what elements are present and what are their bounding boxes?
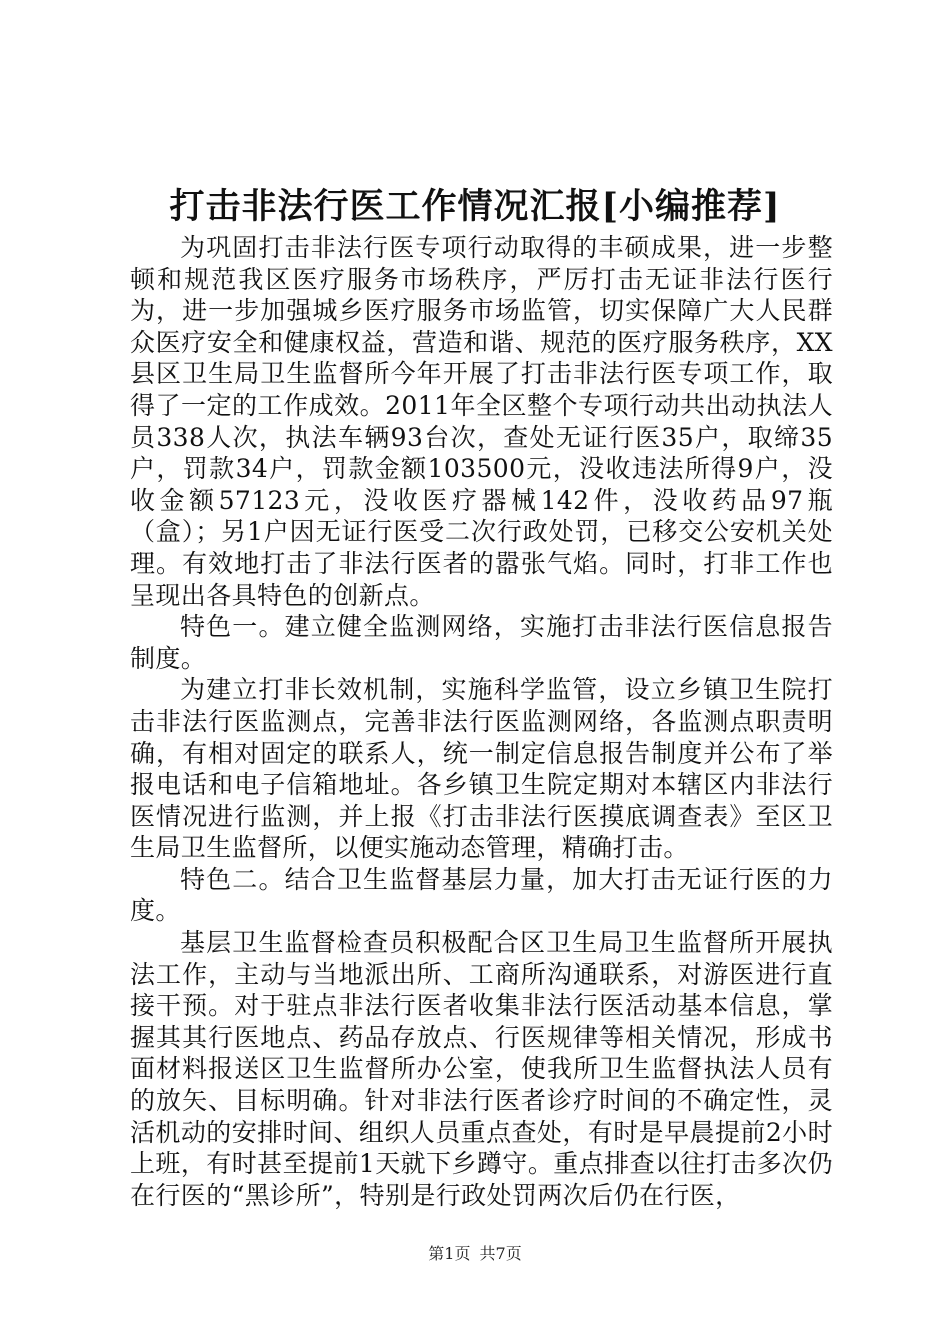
page-footer	[0, 1242, 950, 1266]
paragraph-feature-two-body: 基层卫生监督检查员积极配合区卫生局卫生监督所开展执法工作，主动与当地派出所、工商所沟通联系，对游医进行直接干预。对于驻点非法行医者收集非法行医活动基本信息，掌握其其行医地点、药品存放点、行医规律等相关情况，形成书面材料报送区卫生监督所办公室，使我所卫生监督执法人员有的放矢、目标明确。针对非法行医者诊疗时间的不确定性，灵活机动的安排时间、组织人员重点查处，有时是早晨提前2小时上班，有时甚至提前1天就下乡蹲守。重点排查以往打击多次仍在行医的“黑诊所”，特别是行政处罚两次后仍在行医，	[130, 928, 833, 1210]
document-title: 打击非法行医工作情况汇报[小编推荐]	[169, 186, 781, 227]
page-number-current: 第1页	[428, 1244, 471, 1263]
paragraph-intro: 为巩固打击非法行医专项行动取得的丰硕成果，进一步整顿和规范我区医疗服务市场秩序，严厉打击无证非法行医行为，进一步加强城乡医疗服务市场监管，切实保障广大人民群众医疗安全和健康权益，营造和谐、规范的医疗服务秩序，XX县区卫生局卫生监督所今年开展了打击非法行医专项工作，取得了一定的工作成效。2011年全区整个专项行动共出动执法人员338人次，执法车辆93台次，查处无证行医35户，取缔35户，罚款34户，罚款金额103500元，没收违法所得9户，没收金额57123元，没收医疗器械142件，没收药品97瓶（盒）；另1户因无证行医受二次行政处罚，已移交公安机关处理。有效地打击了非法行医者的嚣张气焰。同时，打非工作也呈现出各具特色的创新点。	[130, 233, 833, 610]
paragraph-feature-one-heading: 特色一。建立健全监测网络，实施打击非法行医信息报告制度。	[130, 612, 833, 673]
paragraph-feature-one-body: 为建立打非长效机制，实施科学监管，设立乡镇卫生院打击非法行医监测点，完善非法行医监测网络，各监测点职责明确，有相对固定的联系人，统一制定信息报告制度并公布了举报电话和电子信箱地址。各乡镇卫生院定期对本辖区内非法行医情况进行监测，并上报《打击非法行医摸底调查表》至区卫生局卫生监督所，以便实施动态管理，精确打击。	[130, 675, 833, 863]
paragraph-feature-two-heading: 特色二。结合卫生监督基层力量，加大打击无证行医的力度。	[130, 864, 833, 926]
document-body	[130, 232, 833, 1211]
page-number-total: 共7页	[479, 1244, 522, 1263]
